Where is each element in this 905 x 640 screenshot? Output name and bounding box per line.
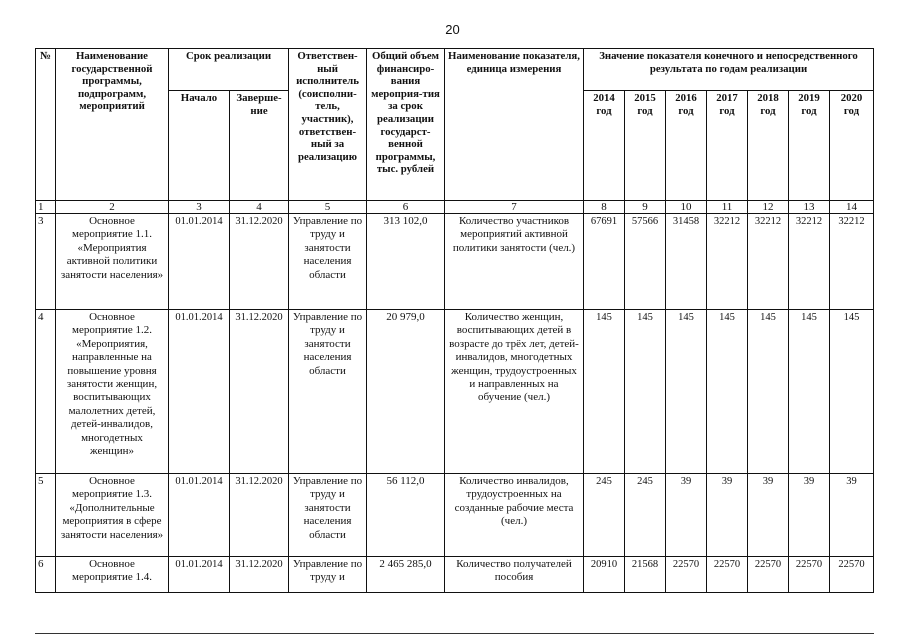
financing-volume: 20 979,0	[367, 310, 445, 474]
row-number: 4	[36, 310, 56, 474]
year-value: 32212	[830, 214, 874, 310]
header-year: 2017 год	[707, 91, 748, 201]
indicator: Количество инвалидов, трудоустроенных на созданные рабочие места (чел.)	[445, 474, 584, 557]
header-period: Срок реализации	[169, 49, 289, 91]
column-number: 7	[445, 201, 584, 214]
header-volume: Общий объем финансиро-вания мероприя-тия за срок реализации государст-венной программы, тыс. рублей	[367, 49, 445, 201]
activity-name: Основное мероприятие 1.3. «Дополнительные мероприятия в сфере занятости населения»	[56, 474, 169, 557]
header-year: 2014 год	[584, 91, 625, 201]
column-number: 10	[666, 201, 707, 214]
column-number: 3	[169, 201, 230, 214]
year-value: 67691	[584, 214, 625, 310]
year-value: 20910	[584, 557, 625, 593]
column-number: 9	[625, 201, 666, 214]
responsible: Управление по труду и занятости населения области	[289, 474, 367, 557]
indicator: Количество получателей пособия	[445, 557, 584, 593]
year-value: 39	[830, 474, 874, 557]
year-value: 21568	[625, 557, 666, 593]
column-number: 4	[230, 201, 289, 214]
column-number: 12	[748, 201, 789, 214]
end-date: 31.12.2020	[230, 214, 289, 310]
start-date: 01.01.2014	[169, 310, 230, 474]
start-date: 01.01.2014	[169, 474, 230, 557]
column-number: 6	[367, 201, 445, 214]
header-indicator: Наименование показателя, единица измерения	[445, 49, 584, 201]
year-value: 32212	[707, 214, 748, 310]
year-value: 39	[707, 474, 748, 557]
year-value: 145	[666, 310, 707, 474]
responsible: Управление по труду и занятости населения области	[289, 214, 367, 310]
header-responsible: Ответствен-ный исполнитель (соисполни-тель, участник), ответствен-ный за реализацию	[289, 49, 367, 201]
responsible: Управление по труду и	[289, 557, 367, 593]
activity-name: Основное мероприятие 1.4.	[56, 557, 169, 593]
table-row	[36, 214, 874, 310]
year-value: 145	[789, 310, 830, 474]
column-number: 8	[584, 201, 625, 214]
year-value: 22570	[666, 557, 707, 593]
indicator: Количество женщин, воспитывающих детей в возрасте до трёх лет, детей-инвалидов, многодетных женщин, трудоустроенных и направленных на обучение (чел.)	[445, 310, 584, 474]
table-row	[36, 557, 874, 593]
responsible: Управление по труду и занятости населения области	[289, 310, 367, 474]
table-row	[36, 474, 874, 557]
table-row	[36, 310, 874, 474]
column-number-row	[36, 201, 874, 214]
header-no: №	[36, 49, 56, 201]
year-value: 245	[625, 474, 666, 557]
column-number: 1	[36, 201, 56, 214]
header-start: Начало	[169, 91, 230, 201]
year-value: 22570	[707, 557, 748, 593]
year-value: 22570	[830, 557, 874, 593]
financing-volume: 313 102,0	[367, 214, 445, 310]
column-number: 14	[830, 201, 874, 214]
column-number: 5	[289, 201, 367, 214]
header-year: 2016 год	[666, 91, 707, 201]
column-number: 13	[789, 201, 830, 214]
row-number: 6	[36, 557, 56, 593]
activity-name: Основное мероприятие 1.1. «Мероприятия активной политики занятости населения»	[56, 214, 169, 310]
activity-name: Основное мероприятие 1.2. «Мероприятия, направленные на повышение уровня занятости женщин, воспитывающих малолетних детей, детей-инвалидов, многодетных женщин»	[56, 310, 169, 474]
header-values: Значение показателя конечного и непосредственного результата по годам реализации	[584, 49, 874, 91]
year-value: 145	[748, 310, 789, 474]
header-year: 2019 год	[789, 91, 830, 201]
year-value: 39	[748, 474, 789, 557]
header-year: 2020 год	[830, 91, 874, 201]
financing-volume: 2 465 285,0	[367, 557, 445, 593]
row-number: 5	[36, 474, 56, 557]
start-date: 01.01.2014	[169, 214, 230, 310]
start-date: 01.01.2014	[169, 557, 230, 593]
program-table	[35, 48, 874, 593]
year-value: 57566	[625, 214, 666, 310]
page-bottom-divider	[35, 633, 874, 636]
year-value: 145	[707, 310, 748, 474]
year-value: 39	[789, 474, 830, 557]
header-end: Заверше-ние	[230, 91, 289, 201]
end-date: 31.12.2020	[230, 474, 289, 557]
year-value: 22570	[789, 557, 830, 593]
year-value: 145	[625, 310, 666, 474]
indicator: Количество участников мероприятий активной политики занятости (чел.)	[445, 214, 584, 310]
year-value: 31458	[666, 214, 707, 310]
year-value: 145	[830, 310, 874, 474]
year-value: 245	[584, 474, 625, 557]
column-number: 11	[707, 201, 748, 214]
row-number: 3	[36, 214, 56, 310]
year-value: 39	[666, 474, 707, 557]
year-value: 22570	[748, 557, 789, 593]
end-date: 31.12.2020	[230, 557, 289, 593]
year-value: 32212	[748, 214, 789, 310]
header-year: 2018 год	[748, 91, 789, 201]
year-value: 32212	[789, 214, 830, 310]
financing-volume: 56 112,0	[367, 474, 445, 557]
header-year: 2015 год	[625, 91, 666, 201]
column-number: 2	[56, 201, 169, 214]
year-value: 145	[584, 310, 625, 474]
end-date: 31.12.2020	[230, 310, 289, 474]
page-number: 20	[445, 22, 460, 37]
header-name: Наименование государственной программы, подпрограмм, мероприятий	[56, 49, 169, 201]
